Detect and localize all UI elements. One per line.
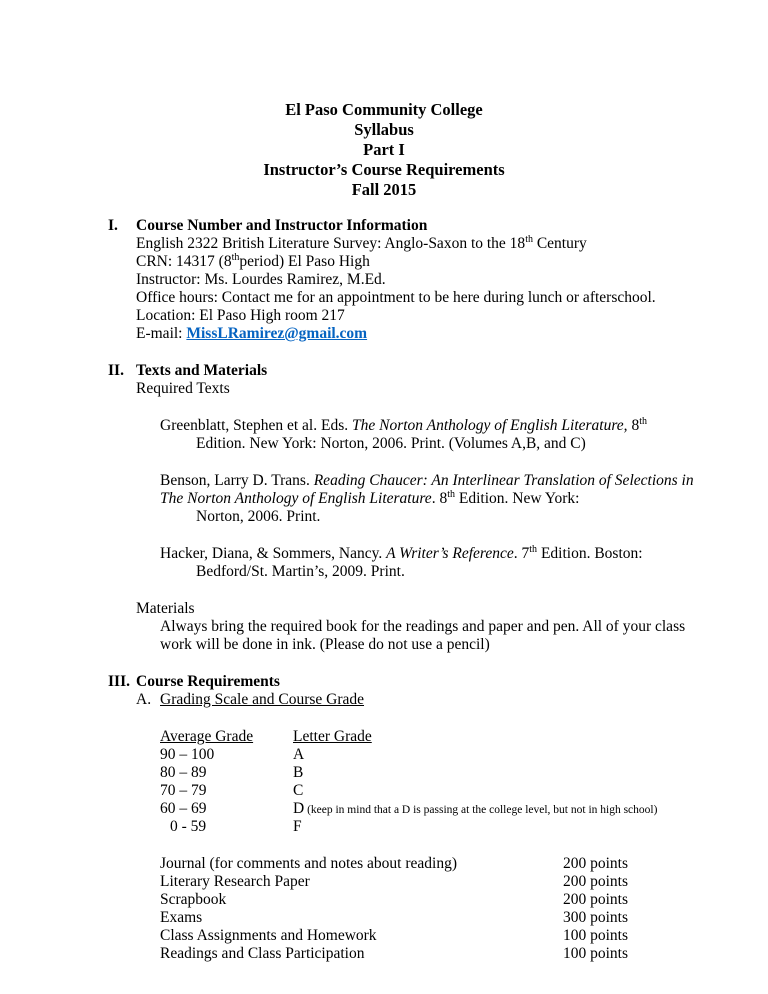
section3-heading: Course Requirements — [136, 673, 280, 690]
points-value: 200 points — [563, 855, 629, 872]
section1-heading: Course Number and Instructor Information — [136, 217, 428, 234]
grade-range: 80 – 89 — [160, 764, 207, 781]
term-label: Fall 2015 — [351, 180, 417, 199]
instructor-info: Instructor: Ms. Lourdes Ramirez, M.Ed. — [136, 271, 386, 288]
points-item: Scrapbook — [160, 891, 227, 908]
points-item: Literary Research Paper — [160, 873, 310, 890]
text2-line3: Norton, 2006. Print. — [196, 508, 321, 525]
required-texts-label: Required Texts — [136, 380, 230, 397]
materials-line1: Always bring the required book for the readings and paper and pen. All of your class — [160, 618, 686, 635]
email-line: E-mail: MissLRamirez@gmail.com — [136, 325, 368, 342]
text1-line1: Greenblatt, Stephen et al. Eds. The Norton Anthology of English Literature, 8th — [160, 415, 647, 434]
grade-range: 90 – 100 — [160, 746, 215, 763]
points-value: 200 points — [563, 873, 629, 890]
part-label: Part I — [363, 140, 405, 159]
points-value: 100 points — [563, 945, 629, 962]
materials-line2: work will be done in ink. (Please do not use a pencil) — [160, 636, 490, 653]
letter-grade-header: Letter Grade — [293, 728, 372, 745]
doc-subtitle: Instructor’s Course Requirements — [263, 160, 505, 179]
grade-letter: F — [293, 818, 302, 835]
subsection-a-heading: Grading Scale and Course Grade — [160, 691, 365, 708]
text1-line2: Edition. New York: Norton, 2006. Print. (Volumes A,B, and C) — [196, 435, 586, 452]
doc-type: Syllabus — [354, 120, 414, 139]
grade-letter: B — [293, 764, 304, 781]
points-value: 200 points — [563, 891, 629, 908]
text3-line1: Hacker, Diana, & Sommers, Nancy. A Writer’s Reference. 7th Edition. Boston: — [160, 543, 643, 562]
section2-numeral: II. — [108, 362, 124, 379]
grade-note: (keep in mind that a D is passing at the college level, but not in high school) — [304, 804, 658, 816]
location-info: Location: El Paso High room 217 — [136, 307, 345, 324]
college-name: El Paso Community College — [285, 100, 483, 119]
subsection-a-letter: A. — [136, 691, 152, 708]
section1-numeral: I. — [108, 217, 118, 234]
average-grade-header: Average Grade — [160, 728, 254, 745]
crn-info: CRN: 14317 (8thperiod) El Paso High — [136, 251, 370, 270]
course-info: English 2322 British Literature Survey: Anglo-Saxon to the 18th Century — [136, 233, 587, 252]
points-item: Class Assignments and Homework — [160, 927, 377, 944]
email-link[interactable]: MissLRamirez@gmail.com — [186, 325, 368, 342]
grade-range: 60 – 69 — [160, 800, 207, 817]
grade-letter: D (keep in mind that a D is passing at the college level, but not in high school) — [293, 800, 658, 817]
grade-range: 0 - 59 — [170, 818, 207, 835]
section3-numeral: III. — [108, 673, 130, 690]
points-item: Journal (for comments and notes about reading) — [160, 855, 457, 872]
text3-line2: Bedford/St. Martin’s, 2009. Print. — [196, 563, 405, 580]
points-item: Exams — [160, 909, 203, 926]
grade-letter: C — [293, 782, 304, 799]
grade-letter: A — [293, 746, 305, 763]
text2-line1: Benson, Larry D. Trans. Reading Chaucer: An Interlinear Translation of Selections in — [160, 472, 694, 489]
text2-line2: The Norton Anthology of English Literature. 8th Edition. New York: — [160, 488, 580, 507]
office-hours: Office hours: Contact me for an appointment to be here during lunch or afterschool. — [136, 289, 656, 306]
materials-label: Materials — [136, 600, 195, 617]
points-value: 300 points — [563, 909, 629, 926]
points-item: Readings and Class Participation — [160, 945, 365, 962]
grade-range: 70 – 79 — [160, 782, 207, 799]
section2-heading: Texts and Materials — [136, 362, 268, 379]
points-value: 100 points — [563, 927, 629, 944]
